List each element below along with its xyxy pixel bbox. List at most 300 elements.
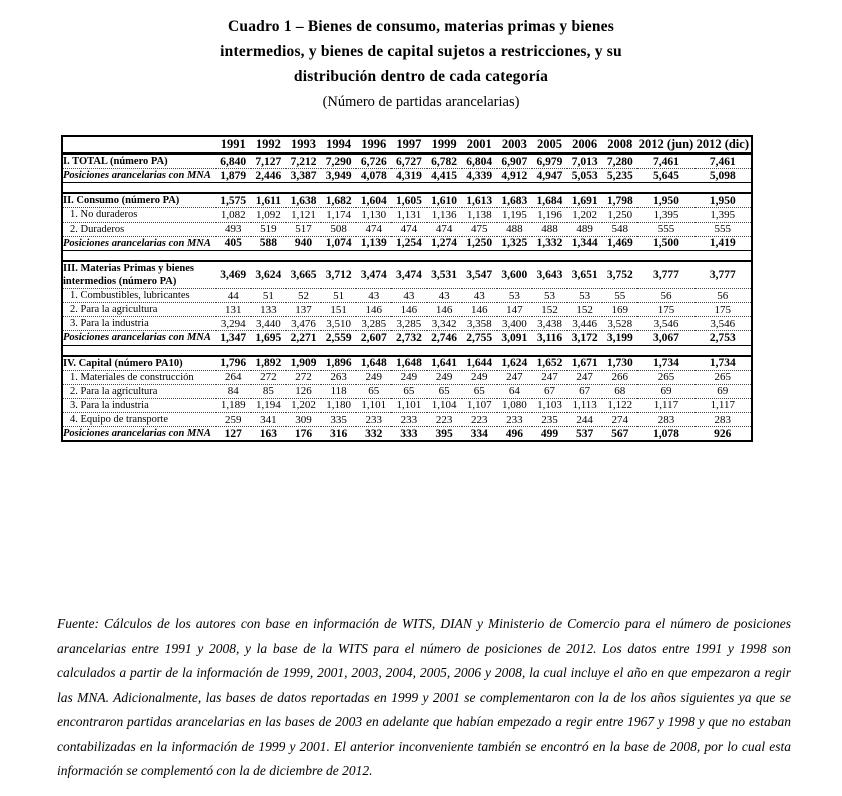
value-cell: 247	[567, 370, 602, 384]
value-cell: 1,082	[216, 208, 251, 222]
value-cell: 1,113	[567, 398, 602, 412]
value-cell: 1,195	[497, 208, 532, 222]
value-cell: 137	[286, 303, 321, 317]
value-cell: 1,194	[251, 398, 286, 412]
value-cell: 266	[602, 370, 637, 384]
value-cell: 163	[251, 427, 286, 442]
sub-category-label: 1. No duraderos	[62, 208, 216, 222]
value-cell: 51	[251, 289, 286, 303]
value-cell: 1,682	[321, 193, 356, 208]
value-cell: 264	[216, 370, 251, 384]
value-cell: 244	[567, 413, 602, 427]
value-cell: 3,665	[286, 261, 321, 289]
value-cell: 3,116	[532, 331, 567, 345]
value-cell: 488	[497, 222, 532, 236]
value-cell: 4,912	[497, 169, 532, 183]
value-cell: 2,732	[391, 331, 426, 345]
value-cell: 6,979	[532, 154, 567, 169]
value-cell: 2,607	[356, 331, 391, 345]
value-cell: 147	[497, 303, 532, 317]
value-cell: 489	[567, 222, 602, 236]
value-cell: 5,053	[567, 169, 602, 183]
value-cell: 488	[532, 222, 567, 236]
year-column-header: 2005	[532, 136, 567, 154]
value-cell: 1,671	[567, 356, 602, 371]
value-cell: 341	[251, 413, 286, 427]
sub-category-label: 1. Materiales de construcción	[62, 370, 216, 384]
value-cell: 1,892	[251, 356, 286, 371]
value-cell: 67	[567, 384, 602, 398]
value-cell: 1,254	[391, 236, 426, 250]
value-cell: 249	[356, 370, 391, 384]
sub-category-row	[62, 303, 752, 317]
value-cell: 474	[427, 222, 462, 236]
value-cell: 499	[532, 427, 567, 442]
value-cell: 1,419	[695, 236, 752, 250]
table-caption-line-1: Cuadro 1 – Bienes de consumo, materias primas y bienes	[228, 18, 614, 35]
year-column-header: 1993	[286, 136, 321, 154]
value-cell: 44	[216, 289, 251, 303]
value-cell: 555	[637, 222, 694, 236]
value-cell: 131	[216, 303, 251, 317]
section-header-row	[62, 154, 752, 169]
value-cell: 6,804	[462, 154, 497, 169]
value-cell: 1,695	[251, 331, 286, 345]
value-cell: 1,796	[216, 356, 251, 371]
value-cell: 68	[602, 384, 637, 398]
year-column-header: 2003	[497, 136, 532, 154]
tariff-lines-table	[61, 135, 753, 442]
value-cell: 7,013	[567, 154, 602, 169]
value-cell: 7,127	[251, 154, 286, 169]
value-cell: 1,180	[321, 398, 356, 412]
value-cell: 43	[356, 289, 391, 303]
value-cell: 7,461	[637, 154, 694, 169]
value-cell: 537	[567, 427, 602, 442]
value-cell: 3,474	[391, 261, 426, 289]
value-cell: 4,319	[391, 169, 426, 183]
value-cell: 3,651	[567, 261, 602, 289]
value-cell: 6,726	[356, 154, 391, 169]
year-column-header: 2012 (jun)	[637, 136, 694, 154]
value-cell: 1,610	[427, 193, 462, 208]
value-cell: 1,189	[216, 398, 251, 412]
value-cell: 3,067	[637, 331, 694, 345]
value-cell: 6,727	[391, 154, 426, 169]
value-cell: 1,344	[567, 236, 602, 250]
value-cell: 1,347	[216, 331, 251, 345]
value-cell: 233	[391, 413, 426, 427]
year-header-row	[62, 136, 752, 154]
value-cell: 3,949	[321, 169, 356, 183]
value-cell: 1,896	[321, 356, 356, 371]
value-cell: 274	[602, 413, 637, 427]
sub-category-label: 3. Para la industria	[62, 398, 216, 412]
value-cell: 1,138	[462, 208, 497, 222]
value-cell: 316	[321, 427, 356, 442]
section-spacer-row	[62, 183, 752, 194]
value-cell: 51	[321, 289, 356, 303]
value-cell: 1,103	[532, 398, 567, 412]
value-cell: 1,605	[391, 193, 426, 208]
value-cell: 1,202	[567, 208, 602, 222]
value-cell: 1,136	[427, 208, 462, 222]
value-cell: 1,648	[391, 356, 426, 371]
value-cell: 517	[286, 222, 321, 236]
spacer-cell	[62, 345, 752, 356]
value-cell: 1,078	[637, 427, 694, 442]
value-cell: 146	[391, 303, 426, 317]
value-cell: 146	[427, 303, 462, 317]
value-cell: 1,395	[637, 208, 694, 222]
value-cell: 84	[216, 384, 251, 398]
value-cell: 2,271	[286, 331, 321, 345]
year-column-header: 1996	[356, 136, 391, 154]
value-cell: 249	[462, 370, 497, 384]
section-label: I. TOTAL (número PA)	[62, 154, 216, 169]
value-cell: 333	[391, 427, 426, 442]
value-cell: 247	[497, 370, 532, 384]
value-cell: 52	[286, 289, 321, 303]
value-cell: 272	[286, 370, 321, 384]
value-cell: 519	[251, 222, 286, 236]
section-label: IV. Capital (número PA10)	[62, 356, 216, 371]
value-cell: 283	[695, 413, 752, 427]
value-cell: 249	[391, 370, 426, 384]
section-header-row	[62, 261, 752, 289]
mna-total-row	[62, 169, 752, 183]
value-cell: 1,798	[602, 193, 637, 208]
value-cell: 3,712	[321, 261, 356, 289]
table-caption-line-2: intermedios, y bienes de capital sujetos a restricciones, y su	[220, 43, 622, 60]
sub-category-row	[62, 289, 752, 303]
value-cell: 43	[427, 289, 462, 303]
mna-total-row	[62, 331, 752, 345]
value-cell: 1,202	[286, 398, 321, 412]
value-cell: 1,332	[532, 236, 567, 250]
year-column-header: 1999	[427, 136, 462, 154]
sub-category-label: 1. Combustibles, lubricantes	[62, 289, 216, 303]
value-cell: 1,104	[427, 398, 462, 412]
value-cell: 3,643	[532, 261, 567, 289]
sub-category-label: 3. Para la industria	[62, 317, 216, 331]
value-cell: 259	[216, 413, 251, 427]
value-cell: 5,235	[602, 169, 637, 183]
value-cell: 4,415	[427, 169, 462, 183]
sub-category-row	[62, 208, 752, 222]
value-cell: 2,753	[695, 331, 752, 345]
value-cell: 223	[427, 413, 462, 427]
value-cell: 146	[462, 303, 497, 317]
value-cell: 3,474	[356, 261, 391, 289]
value-cell: 1,734	[695, 356, 752, 371]
value-cell: 3,752	[602, 261, 637, 289]
value-cell: 508	[321, 222, 356, 236]
value-cell: 127	[216, 427, 251, 442]
value-cell: 1,500	[637, 236, 694, 250]
value-cell: 1,684	[532, 193, 567, 208]
value-cell: 169	[602, 303, 637, 317]
value-cell: 1,250	[602, 208, 637, 222]
value-cell: 1,730	[602, 356, 637, 371]
value-cell: 1,121	[286, 208, 321, 222]
value-cell: 567	[602, 427, 637, 442]
value-cell: 1,080	[497, 398, 532, 412]
value-cell: 395	[427, 427, 462, 442]
value-cell: 176	[286, 427, 321, 442]
spacer-cell	[62, 250, 752, 261]
value-cell: 263	[321, 370, 356, 384]
value-cell: 474	[391, 222, 426, 236]
value-cell: 3,510	[321, 317, 356, 331]
value-cell: 2,446	[251, 169, 286, 183]
sub-category-row	[62, 317, 752, 331]
value-cell: 475	[462, 222, 497, 236]
value-cell: 309	[286, 413, 321, 427]
value-cell: 1,250	[462, 236, 497, 250]
value-cell: 940	[286, 236, 321, 250]
value-cell: 1,638	[286, 193, 321, 208]
value-cell: 5,645	[637, 169, 694, 183]
value-cell: 118	[321, 384, 356, 398]
value-cell: 3,358	[462, 317, 497, 331]
value-cell: 1,101	[356, 398, 391, 412]
value-cell: 1,691	[567, 193, 602, 208]
value-cell: 5,098	[695, 169, 752, 183]
sub-category-label: 2. Para la agricultura	[62, 303, 216, 317]
value-cell: 496	[497, 427, 532, 442]
value-cell: 1,648	[356, 356, 391, 371]
value-cell: 6,782	[427, 154, 462, 169]
value-cell: 2,746	[427, 331, 462, 345]
value-cell: 1,611	[251, 193, 286, 208]
value-cell: 235	[532, 413, 567, 427]
value-cell: 926	[695, 427, 752, 442]
value-cell: 1,469	[602, 236, 637, 250]
value-cell: 85	[251, 384, 286, 398]
value-cell: 65	[427, 384, 462, 398]
value-cell: 3,342	[427, 317, 462, 331]
value-cell: 265	[637, 370, 694, 384]
value-cell: 1,950	[695, 193, 752, 208]
value-cell: 6,907	[497, 154, 532, 169]
value-cell: 1,196	[532, 208, 567, 222]
sub-category-label: 4. Equipo de transporte	[62, 413, 216, 427]
value-cell: 53	[532, 289, 567, 303]
year-column-header: 1997	[391, 136, 426, 154]
value-cell: 474	[356, 222, 391, 236]
value-cell: 1,325	[497, 236, 532, 250]
year-column-header: 2012 (dic)	[695, 136, 752, 154]
value-cell: 555	[695, 222, 752, 236]
value-cell: 3,387	[286, 169, 321, 183]
value-cell: 133	[251, 303, 286, 317]
value-cell: 1,734	[637, 356, 694, 371]
year-column-header: 1994	[321, 136, 356, 154]
value-cell: 3,091	[497, 331, 532, 345]
value-cell: 1,139	[356, 236, 391, 250]
value-cell: 249	[427, 370, 462, 384]
value-cell: 3,624	[251, 261, 286, 289]
value-cell: 493	[216, 222, 251, 236]
value-cell: 151	[321, 303, 356, 317]
source-note: Fuente: Cálculos de los autores con base en información de WITS, DIAN y Ministerio de Comercio para el número de posiciones arancelarias entre 1991 y 2008, y la base de la WITS para el número de posiciones de 2012. Los datos entre 1991 y 1998 son calculados a partir de la información de 1999, 2001, 2003, 2004, 2005, 2006 y 2008, la cual incluye el año en que empezaron a regir las MNA. Adicionalmente, las bases de datos reportadas en 1999 y 2001 se complementaron con la de los años siguientes ya que se encontraron partidas arancelarias en las bases de 2003 en adelante que habían empezado a regir entre 1967 y 1998 y que no estaban contabilizadas en la información de 1999 y 2001. El anterior inconveniente también se encontró en la base de 2008, por lo cual esta información se complementó con la de diciembre de 2012.	[57, 616, 791, 778]
value-cell: 1,101	[391, 398, 426, 412]
section-label: III. Materias Primas y bienes intermedios (número PA)	[62, 261, 216, 289]
value-cell: 6,840	[216, 154, 251, 169]
mna-row-label: Posiciones arancelarias con MNA	[62, 236, 216, 250]
value-cell: 247	[532, 370, 567, 384]
value-cell: 43	[391, 289, 426, 303]
value-cell: 332	[356, 427, 391, 442]
value-cell: 233	[497, 413, 532, 427]
value-cell: 3,294	[216, 317, 251, 331]
sub-category-row	[62, 370, 752, 384]
value-cell: 3,440	[251, 317, 286, 331]
value-cell: 4,947	[532, 169, 567, 183]
table-caption-line-3: distribución dentro de cada categoría	[293, 68, 549, 85]
value-cell: 53	[497, 289, 532, 303]
section-spacer-row	[62, 345, 752, 356]
value-cell: 152	[532, 303, 567, 317]
value-cell: 67	[532, 384, 567, 398]
year-column-header: 1992	[251, 136, 286, 154]
value-cell: 3,777	[695, 261, 752, 289]
value-cell: 146	[356, 303, 391, 317]
value-cell: 3,446	[567, 317, 602, 331]
value-cell: 1,604	[356, 193, 391, 208]
value-cell: 1,879	[216, 169, 251, 183]
value-cell: 3,469	[216, 261, 251, 289]
value-cell: 3,285	[391, 317, 426, 331]
value-cell: 335	[321, 413, 356, 427]
value-cell: 3,199	[602, 331, 637, 345]
value-cell: 3,547	[462, 261, 497, 289]
sub-category-label: 2. Duraderos	[62, 222, 216, 236]
section-label: II. Consumo (número PA)	[62, 193, 216, 208]
value-cell: 3,546	[637, 317, 694, 331]
table-caption	[0, 14, 842, 114]
value-cell: 223	[462, 413, 497, 427]
value-cell: 64	[497, 384, 532, 398]
value-cell: 3,546	[695, 317, 752, 331]
value-cell: 3,777	[637, 261, 694, 289]
value-cell: 1,652	[532, 356, 567, 371]
value-cell: 7,290	[321, 154, 356, 169]
mna-total-row	[62, 236, 752, 250]
value-cell: 3,172	[567, 331, 602, 345]
value-cell: 334	[462, 427, 497, 442]
value-cell: 1,092	[251, 208, 286, 222]
value-cell: 1,130	[356, 208, 391, 222]
sub-category-row	[62, 398, 752, 412]
value-cell: 3,476	[286, 317, 321, 331]
value-cell: 56	[637, 289, 694, 303]
value-cell: 1,122	[602, 398, 637, 412]
value-cell: 588	[251, 236, 286, 250]
value-cell: 272	[251, 370, 286, 384]
value-cell: 69	[695, 384, 752, 398]
value-cell: 1,117	[637, 398, 694, 412]
year-column-header: 2006	[567, 136, 602, 154]
value-cell: 1,131	[391, 208, 426, 222]
value-cell: 175	[637, 303, 694, 317]
value-cell: 1,117	[695, 398, 752, 412]
value-cell: 3,438	[532, 317, 567, 331]
value-cell: 1,624	[497, 356, 532, 371]
section-header-row	[62, 356, 752, 371]
value-cell: 3,400	[497, 317, 532, 331]
value-cell: 265	[695, 370, 752, 384]
value-cell: 3,531	[427, 261, 462, 289]
value-cell: 1,641	[427, 356, 462, 371]
value-cell: 1,644	[462, 356, 497, 371]
sub-category-label: 2. Para la agricultura	[62, 384, 216, 398]
value-cell: 548	[602, 222, 637, 236]
section-header-row	[62, 193, 752, 208]
value-cell: 43	[462, 289, 497, 303]
year-column-header: 2001	[462, 136, 497, 154]
value-cell: 65	[462, 384, 497, 398]
value-cell: 56	[695, 289, 752, 303]
value-cell: 53	[567, 289, 602, 303]
value-cell: 405	[216, 236, 251, 250]
value-cell: 2,559	[321, 331, 356, 345]
value-cell: 283	[637, 413, 694, 427]
value-cell: 1,613	[462, 193, 497, 208]
value-cell: 1,274	[427, 236, 462, 250]
value-cell: 65	[391, 384, 426, 398]
mna-total-row	[62, 427, 752, 442]
value-cell: 2,755	[462, 331, 497, 345]
value-cell: 1,074	[321, 236, 356, 250]
value-cell: 1,174	[321, 208, 356, 222]
value-cell: 55	[602, 289, 637, 303]
value-cell: 3,285	[356, 317, 391, 331]
value-cell: 4,339	[462, 169, 497, 183]
sub-category-row	[62, 413, 752, 427]
value-cell: 1,575	[216, 193, 251, 208]
value-cell: 1,909	[286, 356, 321, 371]
value-cell: 233	[356, 413, 391, 427]
sub-category-row	[62, 384, 752, 398]
value-cell: 69	[637, 384, 694, 398]
sub-category-row	[62, 222, 752, 236]
value-cell: 1,683	[497, 193, 532, 208]
value-cell: 3,600	[497, 261, 532, 289]
value-cell: 3,528	[602, 317, 637, 331]
value-cell: 152	[567, 303, 602, 317]
value-cell: 1,395	[695, 208, 752, 222]
table-caption-subtitle: (Número de partidas arancelarias)	[322, 94, 520, 110]
value-cell: 126	[286, 384, 321, 398]
value-cell: 7,212	[286, 154, 321, 169]
mna-row-label: Posiciones arancelarias con MNA	[62, 427, 216, 442]
value-cell: 175	[695, 303, 752, 317]
section-spacer-row	[62, 250, 752, 261]
value-cell: 1,107	[462, 398, 497, 412]
mna-row-label: Posiciones arancelarias con MNA	[62, 169, 216, 183]
data-table-container	[61, 135, 753, 442]
spacer-cell	[62, 183, 752, 194]
value-cell: 65	[356, 384, 391, 398]
year-column-header: 1991	[216, 136, 251, 154]
value-cell: 7,461	[695, 154, 752, 169]
value-cell: 4,078	[356, 169, 391, 183]
year-column-header: 2008	[602, 136, 637, 154]
value-cell: 7,280	[602, 154, 637, 169]
corner-cell	[62, 136, 216, 154]
